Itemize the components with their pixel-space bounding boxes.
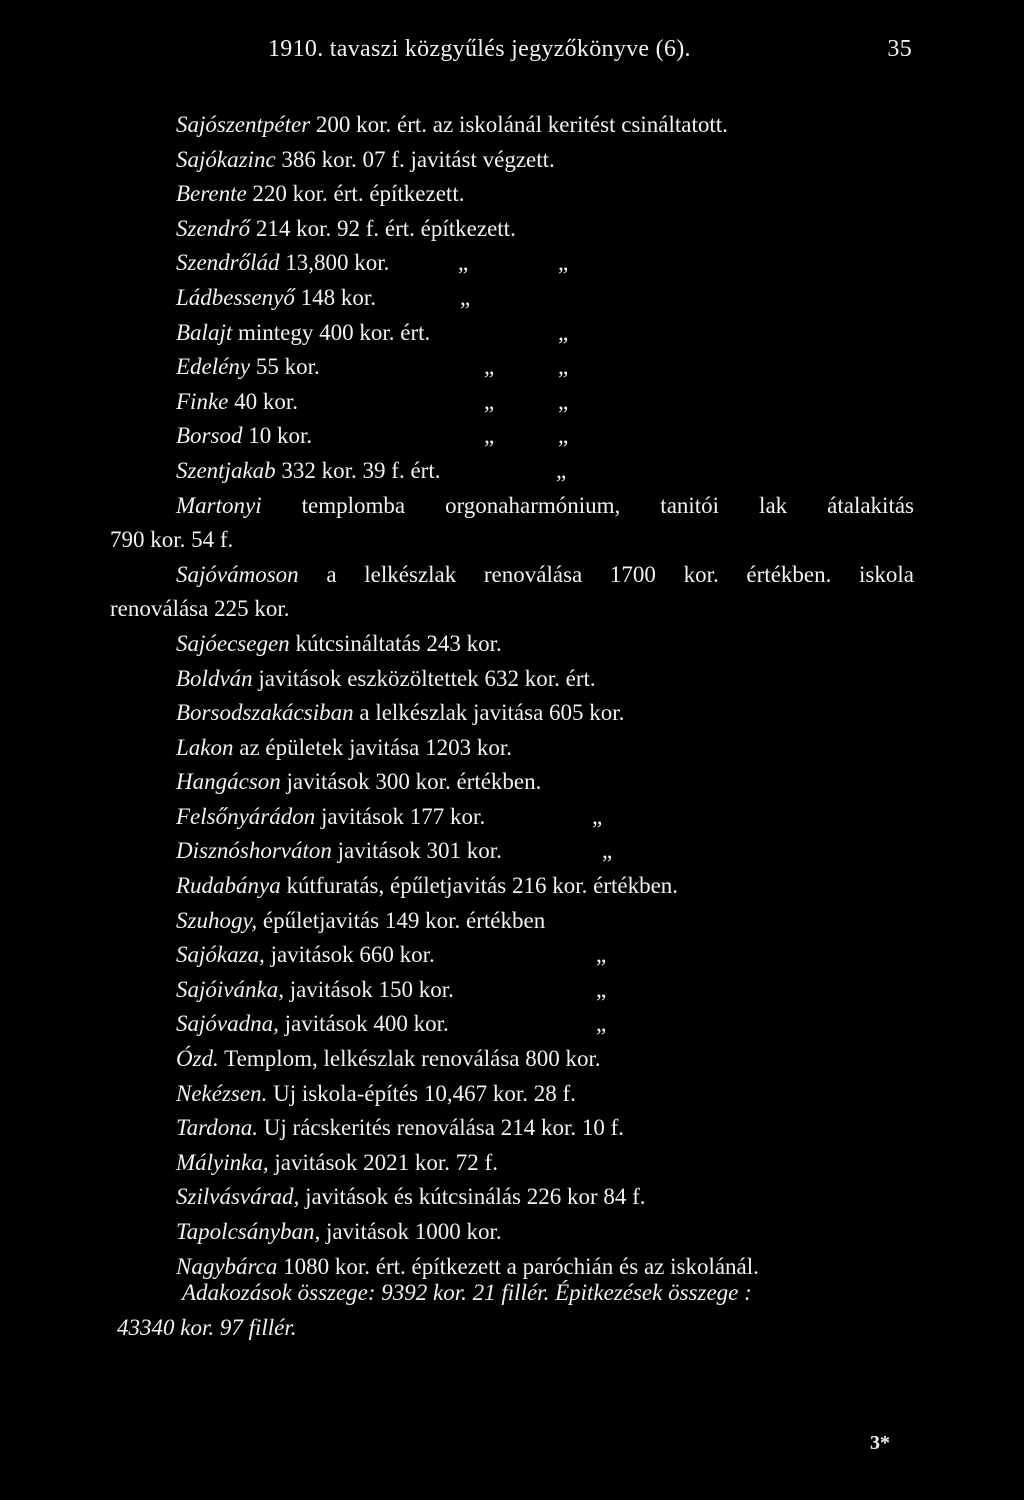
entry-text: épűletjavitás 149 kor. értékben [257,907,546,933]
place-name: Sajóecsegen [176,630,290,656]
entry-text: 13,800 kor. [279,250,390,276]
list-item [0,1215,1024,1250]
ditto-mark: „ [558,388,569,414]
place-name: Edelény [176,354,251,380]
place-name: Ládbessenyő [176,284,295,310]
list-item [0,696,1024,731]
entry-text: Uj iskola-építés 10,467 kor. 28 f. [267,1080,576,1106]
signature-mark: 3* [870,1432,890,1454]
place-name: Tapolcsányban, [176,1219,321,1244]
entry-text: javitások 400 kor. [278,1011,449,1037]
entry-text: 1080 kor. ért. építkezett a paróchián és az iskolánál. [277,1253,759,1279]
place-name: Szendrő [176,215,251,241]
place-name: Mályinka, [176,1149,269,1175]
entry-text: javitások 1000 kor. [320,1219,502,1244]
list-item [0,938,1024,973]
list-item [0,1007,1024,1042]
list-item [0,177,1024,212]
entry-text: templomba orgonaharmónium, tanitói lak átalakitás [261,492,914,518]
place-name: Felsőnyárádon [176,803,316,829]
ditto-mark: „ [558,250,569,276]
ditto-mark: „ [484,388,495,414]
place-name: Szilvásvárad, [176,1184,300,1210]
list-item [0,1111,1024,1146]
list-item [0,143,1024,178]
list-item [0,281,1024,316]
ditto-mark: „ [458,250,469,276]
entry-text: 148 kor. [294,284,376,310]
place-name: Nekézsen. [176,1080,268,1106]
place-name: Martonyi [176,492,262,518]
place-name: Berente [176,181,247,207]
list-item [0,523,1024,558]
list-item [0,869,1024,904]
entry-text: 200 kor. ért. az iskolánál keritést csináltatott. [310,112,728,137]
entry-text: renoválása 225 kor. [110,596,290,622]
entry-text: kútcsináltatás 243 kor. [289,630,502,656]
ditto-mark: „ [596,942,607,968]
list-item [0,385,1024,420]
entry-text: javitások eszközöltettek 632 kor. ért. [252,665,596,691]
ditto-mark: „ [558,423,569,449]
list-item [0,731,1024,766]
ditto-mark: „ [484,354,495,380]
entry-list [0,108,1024,1284]
entry-text: 386 kor. 07 f. javitást végzett. [275,146,555,172]
entry-text: javitások 2021 kor. 72 f. [268,1149,498,1175]
list-item [0,800,1024,835]
list-item [0,1042,1024,1077]
list-item [0,904,1024,939]
entry-text: 10 kor. [242,423,313,449]
entry-text: a lelkészlak renoválása 1700 kor. értékben. iskola [298,561,914,587]
ditto-mark: „ [556,457,567,483]
place-name: Sajókaza, [176,942,265,968]
place-name: Sajókazinc [176,146,276,172]
list-item [0,765,1024,800]
entry-text: javitások 301 kor. [331,838,502,864]
entry-text: 40 kor. [228,388,298,414]
entry-text: javitások és kútcsinálás 226 kor 84 f. [299,1184,646,1210]
entry-text: 790 kor. 54 f. [110,527,234,553]
place-name: Finke [176,388,229,414]
entry-text: javitások 150 kor. [283,976,454,1002]
list-item [0,489,1024,524]
entry-text: mintegy 400 kor. ért. [232,319,431,345]
place-name: Sajóvadna, [176,1011,279,1037]
place-name: Hangácson [176,769,281,795]
page-number: 35 [887,36,912,62]
summary-line: Adakozások összege: 9392 kor. 21 fillér. Épitkezések összege : [182,1280,752,1305]
ditto-mark: „ [592,803,603,829]
ditto-mark: „ [596,1011,607,1037]
page-title: 1910. tavaszi közgyűlés jegyzőkönyve (6). [268,36,691,62]
place-name: Ózd. [176,1046,219,1072]
place-name: Sajóivánka, [176,976,284,1002]
list-item [0,419,1024,454]
entry-text: Templom, lelkészlak renoválása 800 kor. [218,1046,601,1072]
entry-text: kútfuratás, épűletjavitás 216 kor. értékben. [280,873,679,899]
page-header [0,36,1024,76]
entry-text: a lelkészlak javitása 605 kor. [353,700,625,726]
ditto-mark: „ [558,319,569,345]
place-name: Lakon [176,734,234,760]
place-name: Nagybárca [176,1253,278,1279]
ditto-mark: „ [484,423,495,449]
entry-text: javitások 660 kor. [264,942,435,968]
list-item [0,212,1024,247]
list-item [0,350,1024,385]
list-item [0,316,1024,351]
place-name: Boldván [176,665,253,691]
ditto-mark: „ [602,838,613,864]
list-item [0,592,1024,627]
list-item [0,108,1024,143]
list-item [0,1077,1024,1112]
entry-text: Uj rácskerités renoválása 214 kor. 10 f. [258,1115,624,1141]
ditto-mark: „ [596,976,607,1002]
place-name: Balajt [176,319,233,345]
entry-text: 214 kor. 92 f. ért. építkezett. [250,215,516,241]
place-name: Disznóshorváton [176,838,332,864]
entry-text: 220 kor. ért. építkezett. [246,181,465,207]
ditto-mark: „ [558,354,569,380]
entry-text: az épületek javitása 1203 kor. [233,734,512,760]
list-item [0,1180,1024,1215]
place-name: Sajóvámoson [176,561,299,587]
place-name: Szuhogy, [176,907,258,933]
place-name: Borsodszakácsiban [176,700,354,726]
place-name: Szendrőlád [176,250,280,276]
list-item [0,246,1024,281]
list-item [0,454,1024,489]
place-name: Sajószentpéter [176,112,311,137]
list-item [0,662,1024,697]
place-name: Tardona. [176,1115,259,1141]
summary-line: 43340 kor. 97 fillér. [117,1314,297,1340]
entry-text: javitások 300 kor. értékben. [280,769,542,795]
summary-block [0,1276,1024,1345]
list-item [0,973,1024,1008]
entry-text: 332 kor. 39 f. ért. [275,457,441,483]
list-item [0,627,1024,662]
list-item [0,1146,1024,1181]
place-name: Rudabánya [176,873,281,899]
list-item [0,558,1024,593]
entry-text: javitások 177 kor. [315,803,486,829]
place-name: Szentjakab [176,457,276,483]
entry-text: 55 kor. [250,354,320,380]
list-item [0,834,1024,869]
place-name: Borsod [176,423,243,449]
ditto-mark: „ [460,284,471,310]
